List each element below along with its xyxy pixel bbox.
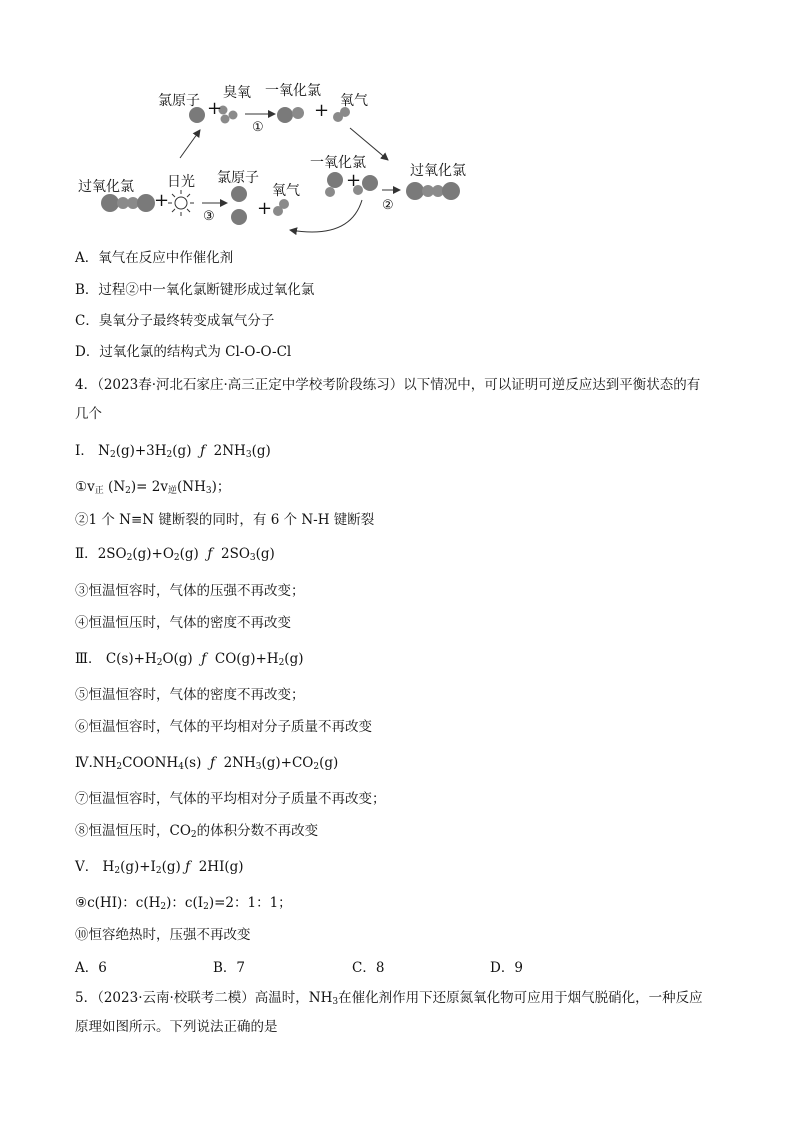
plus-sign: + [314,100,330,121]
label-o2-top: 氧气 [340,93,368,109]
q3-option-a: A．氧气在反应中作催化剂 [75,250,234,266]
reaction-4: $Ⅳ.NH_2COONH_4(s)$ ƒ $2NH_3(g)+CO_2(g)$ [75,755,339,772]
plus-sign: + [346,170,362,191]
label-o2-mid: 氧气 [272,183,300,199]
step2-marker: ② [382,198,394,213]
label-clo-right: 一氧化氯 [310,155,366,171]
condition-5: ⑤恒温恒容时，气体的密度不再改变； [75,687,305,703]
condition-7: ⑦恒温恒容时，气体的平均相对分子质量不再改变； [75,791,386,807]
condition-10: ⑩恒容绝热时，压强不再改变 [75,927,251,943]
step1-marker: ① [252,120,264,135]
q4-stem-line1: 4．（2023春·河北石家庄·高三正定中学校考阶段练习）以下情况中，可以证明可逆反应达到平衡状态的有 [75,377,701,393]
cl-atom-mid-2 [231,209,247,225]
plus-sign: + [154,190,170,211]
label-cl-atom-mid: 氯原子 [217,170,259,186]
return-curve-arrow [290,200,362,232]
condition-8: ⑧恒温恒压时，$CO_2$的体积分数不再改变 [75,823,319,840]
reaction-5: Ⅴ． $H_2(g)+I_2(g)$ ƒ 2HI(g) [75,859,244,876]
q5-stem-line2: 原理如图所示。下列说法正确的是 [75,1019,278,1035]
q4-stem-line2: 几个 [75,406,102,422]
label-peroxide-right: 过氧化氯 [410,163,466,179]
condition-1: $①v_正$ $(N_2)= 2v_逆(NH_3)$； [75,479,231,496]
choice-c: C．8 [352,960,385,976]
peroxide-molecule-right [406,182,460,200]
q5-stem-line1: 5．（2023·云南·校联考二模）高温时，$NH_3$在催化剂作用下还原氮氧化物可应用于烟气脱硝化，一种反应 [75,990,703,1007]
peroxide-molecule-left [101,194,155,212]
label-sunlight: 日光 [167,174,195,190]
choice-d: D．9 [490,960,523,976]
label-ozone: 臭氧 [223,85,251,101]
condition-6: ⑥恒温恒容时，气体的平均相对分子质量不再改变 [75,719,372,735]
clo-molecule-top [277,107,304,123]
clo-molecule-right-1 [327,172,343,188]
reaction-3: Ⅲ． $C(s)+H_2O(g)$ ƒ $CO(g)+H_2(g)$ [75,651,304,668]
reaction-diagram [70,70,490,245]
label-clo-top: 一氧化氯 [265,83,321,99]
choice-b: B．7 [213,960,246,976]
cl-atom-mid-1 [231,186,247,202]
clo-molecule-right-1b [325,187,335,197]
condition-2: ②1 个 N≡N 键断裂的同时，有 6 个 N-H 键断裂 [75,512,375,528]
step3-marker: ③ [203,209,215,224]
arrow-up [180,130,200,158]
choice-a: A．6 [75,960,107,976]
reaction-1: Ⅰ． $N_2(g)+3H_2(g)$ ƒ $2NH_3(g)$ [75,443,271,460]
q3-option-c: C．臭氧分子最终转变成氧气分子 [75,313,275,329]
condition-9: ⑨c(HI)：$c(H_2)$：$c(I_2)=2$：1：1； [75,895,292,912]
clo-molecule-right-2 [362,175,378,191]
reaction-2: Ⅱ．$2SO_2(g)+O_2(g)$ ƒ $2SO_3(g)$ [75,546,275,563]
sun-icon [168,190,194,216]
plus-sign: + [207,98,223,119]
q3-option-b: B．过程②中一氧化氯断键形成过氧化氯 [75,282,315,298]
condition-4: ④恒温恒压时，气体的密度不再改变 [75,615,291,631]
plus-sign: + [257,198,273,219]
label-cl-atom-top: 氯原子 [158,93,200,109]
q3-option-d: D．过氧化氯的结构式为 Cl-O-O-Cl [75,344,292,360]
condition-3: ③恒温恒容时，气体的压强不再改变； [75,583,305,599]
o2-molecule-mid [273,199,289,216]
label-peroxide-left: 过氧化氯 [78,179,134,195]
